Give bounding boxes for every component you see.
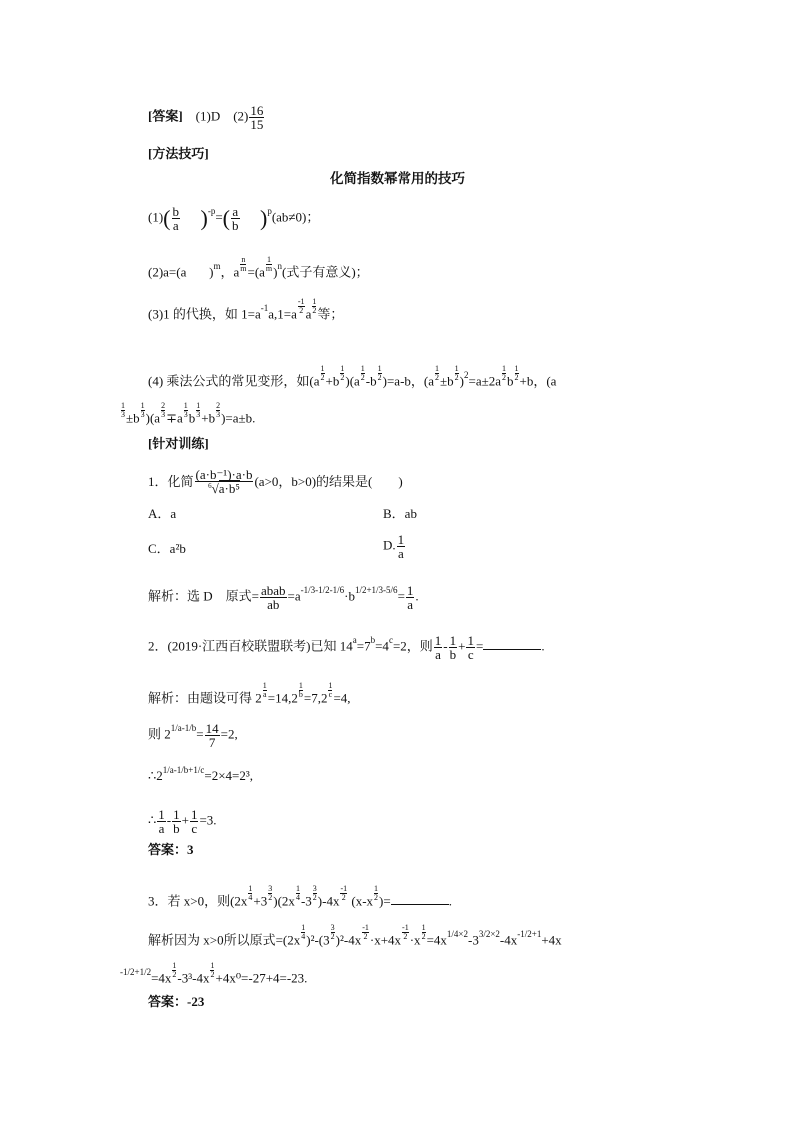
method-title: 化简指数幂常用的技巧 [330,171,465,186]
q2-solution-line-4: ∴ $\frac{1}{a}$ - $\frac{1}{b}$ + $\frac{1}{c}$ =3. [148,807,217,836]
question-1: 1．化简 $\frac{\text{(a·b⁻¹)·a·b}}{^6√a\cdot b^5}$ (a>0，b>0)的结果是( ) [148,467,403,496]
answer-fraction: $\frac{16}{15}$ [250,103,264,132]
q2-solution-line-2: 则 $2^{1/a-1/b}=$ $\frac{14}{7}$ =2, [148,721,238,750]
q2-solution-line-1: 解析：由题设可得 2 $\frac{1}{a}$ =14,2 $\frac{1}{b}$ =7,2 $\frac{1}{c}$ =4, [148,681,351,706]
training-label: [针对训练] [148,436,209,451]
method-label: [方法技巧] [148,146,209,161]
answer-part1: (1)D [195,108,221,124]
q2-solution-line-3: $\therefore 2^{1/a-1/b+1/c}=2\times 4=2^3$, [148,765,254,783]
answer-label: [答案] [148,108,183,124]
tip-4-line-2: $\frac{1}{3}$ ±b $\frac{1}{3}$ )(a $\frac{2}{3}$ ∓a $\frac{1}{3}$ b $\frac{1}{3}$ +b $\frac{2}{3}$ )=a±b. [121,401,256,426]
q3-solution-line-2: $^{-1/2+1/2}$=4x $\frac{1}{2}$ -3³-4x $\frac{1}{2}$ +4x⁰=-27+4=-23. [120,961,308,986]
q3-answer-blank [391,892,449,905]
tip-3: (3)1 的代换，如 $1=a^{-1}a,1=a$ $\frac{-1}{2}$ a $\frac{1}{2}$ 等； [148,297,344,322]
tip-4-line-1: (4) 乘法公式的常见变形，如(a $\frac{1}{2}$ +b $\frac{1}{2}$ )(a $\frac{1}{2}$ -b $\frac{1}{2}$ )=a-b，(a $\frac{1}{2}$ ±b $\frac{1}{2}$ )$^2$=a±2a $\frac{1}{2}$ b $\frac{1}{2}$ +b，(a [148,364,557,389]
q2-answer-blank [483,637,541,650]
tip-1: (1)( $\frac{b}{a}$ )$^{-p}$=( $\frac{a}{b}$ )$^p$(ab≠0)； [148,204,320,233]
answer-part2-prefix: (2) [233,108,249,124]
answer-line [148,104,265,131]
q3-answer: 答案：-23 [148,994,205,1009]
q1-option-c: C．a²b [148,541,186,556]
q1-option-a: A．a [148,506,177,521]
q2-answer: 答案：3 [148,842,194,857]
q3-solution-line-1: 解析因为 x>0所以原式=(2x $\frac{1}{4}$ )²-(3 $\frac{3}{2}$ )²-4x $\frac{-1}{2}$ ·x+4x $\frac{-1}{2}$ ·x $\frac{1}{2}$ $=4x^{1/4\times 2}-3^{3/2\times 2}-4x^{-1/2+1}+4x$ [148,923,562,948]
q1-solution: 解析：选 D 原式= $\frac{\text{abab}}{ab}$ $=a^{-1/3-1/2-1/6}\cdot b^{1/2+1/3-5/6}=$ $\frac{1}{a}$ . [148,583,419,612]
q1-option-d: D. $\frac{1}{a}$ [383,532,405,561]
tip-2: (2)a=(a )$^m$，a $\frac{n}{m}$ =(a $\frac{1}{m}$ )$^n$(式子有意义)； [148,255,369,280]
q1-option-b: B．ab [383,506,417,521]
question-2: 2．(2019·江西百校联盟联考)已知 $14^a=7^b=4^c=2$，则 $\frac{1}{a}$ - $\frac{1}{b}$ + $\frac{1}{c}$ = . [148,633,545,662]
question-3: 3．若 x>0，则(2x $\frac{1}{4}$ +3 $\frac{3}{2}$ )(2x $\frac{1}{4}$ -3 $\frac{3}{2}$ )-4x $\frac{-1}{2}$ (x-x $\frac{1}{2}$ )= . [148,884,452,909]
